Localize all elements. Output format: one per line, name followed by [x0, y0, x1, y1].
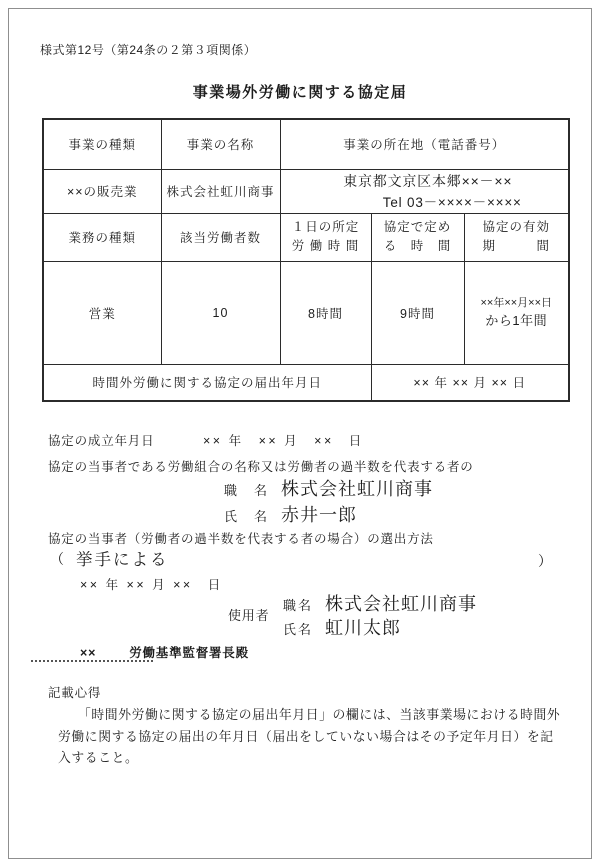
- header-business-address: 事業の所在地（電話番号）: [280, 119, 569, 169]
- header-agreed-hours-line2: る 時 間: [383, 239, 452, 253]
- employer-title-value: 株式会社虹川商事: [325, 594, 478, 614]
- employer-label: 使用者: [228, 608, 270, 623]
- note-line: 入すること。: [58, 750, 139, 765]
- representative-title-label: 職 名: [224, 483, 270, 498]
- employer-date: ×× 年 ×× 月 ×× 日: [80, 578, 223, 592]
- cell-business-address: [280, 169, 569, 213]
- address-line1: 東京都文京区本郷××－××: [343, 173, 513, 189]
- selection-method-label: 協定の当事者（労働者の過半数を代表する者の場合）の選出方法: [48, 532, 434, 546]
- header-business-type: 事業の種類: [43, 119, 161, 169]
- representative-title-value: 株式会社虹川商事: [281, 479, 434, 499]
- agreement-table: [42, 118, 570, 402]
- document-title: 事業場外労働に関する協定届: [192, 84, 408, 101]
- header-business-name: 事業の名称: [161, 119, 280, 169]
- header-agreed-hours: [371, 213, 464, 261]
- employer-name-label: 氏名: [283, 622, 314, 637]
- representative-name-line: [224, 501, 357, 527]
- header-agreed-hours-line1: 協定で定め: [383, 219, 452, 234]
- cell-business-type: ××の販売業: [43, 169, 161, 213]
- employer-title-line: [283, 590, 477, 616]
- validity-line1: ××年××月××日: [480, 296, 553, 309]
- note-line: 労働に関する協定の届出の年月日（届出をしていない場合はその予定年月日）を記: [58, 729, 554, 744]
- selection-close-paren: ）: [538, 553, 552, 569]
- party-intro: 協定の当事者である労働組合の名称又は労働者の過半数を代表する者の: [48, 460, 474, 474]
- header-validity-period-line2: 期 間: [482, 239, 550, 253]
- header-work-type: 業務の種類: [43, 213, 161, 261]
- header-scheduled-hours: [280, 213, 371, 261]
- cell-notification-date-value: ×× 年 ×× 月 ×× 日: [371, 364, 569, 401]
- representative-name-value: 赤井一郎: [281, 505, 358, 525]
- address-line2: Tel 03－××××－××××: [382, 195, 522, 210]
- office-line: [80, 643, 249, 661]
- notes-heading: 記載心得: [48, 686, 102, 700]
- table-row-header1: [43, 119, 569, 169]
- office-label: 労働基準監督署長殿: [129, 646, 249, 660]
- representative-name-label: 氏 名: [224, 509, 270, 524]
- established-date-line: [48, 431, 364, 449]
- validity-line2: から1年間: [485, 313, 548, 328]
- established-date-value: ×× 年 ×× 月 ×× 日: [203, 434, 364, 448]
- header-scheduled-hours-line1: １日の所定: [291, 219, 360, 234]
- form-number: 様式第12号（第24条の２第３項関係）: [40, 43, 257, 57]
- selection-method-value: 挙手による: [76, 551, 169, 569]
- representative-title-line: [224, 475, 433, 501]
- cell-validity-period: [464, 261, 569, 364]
- selection-open-paren: （: [50, 551, 64, 567]
- cell-worker-count: 10: [161, 261, 280, 364]
- cell-agreed-hours: 9時間: [371, 261, 464, 364]
- header-scheduled-hours-line2: 労 働 時 間: [291, 239, 360, 253]
- note-line: 「時間外労働に関する協定の届出年月日」の欄には、当該事業場における時間外: [78, 707, 561, 722]
- table-row-header2: [43, 213, 569, 261]
- established-date-label: 協定の成立年月日: [48, 434, 155, 448]
- header-worker-count: 該当労働者数: [161, 213, 280, 261]
- dotted-rule: [31, 660, 153, 662]
- employer-title-label: 職名: [283, 598, 314, 613]
- header-validity-period: [464, 213, 569, 261]
- table-row-data: [43, 261, 569, 364]
- cell-work-type: 営業: [43, 261, 161, 364]
- employer-name-value: 虹川太郎: [325, 618, 402, 638]
- header-validity-period-line1: 協定の有効: [482, 219, 550, 234]
- table-row-footer: [43, 364, 569, 401]
- employer-name-line: [283, 614, 401, 640]
- cell-notification-date-label: 時間外労働に関する協定の届出年月日: [43, 364, 371, 401]
- cell-scheduled-hours: 8時間: [280, 261, 371, 364]
- cell-business-name: 株式会社虹川商事: [161, 169, 280, 213]
- office-prefix: ××: [80, 646, 97, 660]
- table-row-business: [43, 169, 569, 213]
